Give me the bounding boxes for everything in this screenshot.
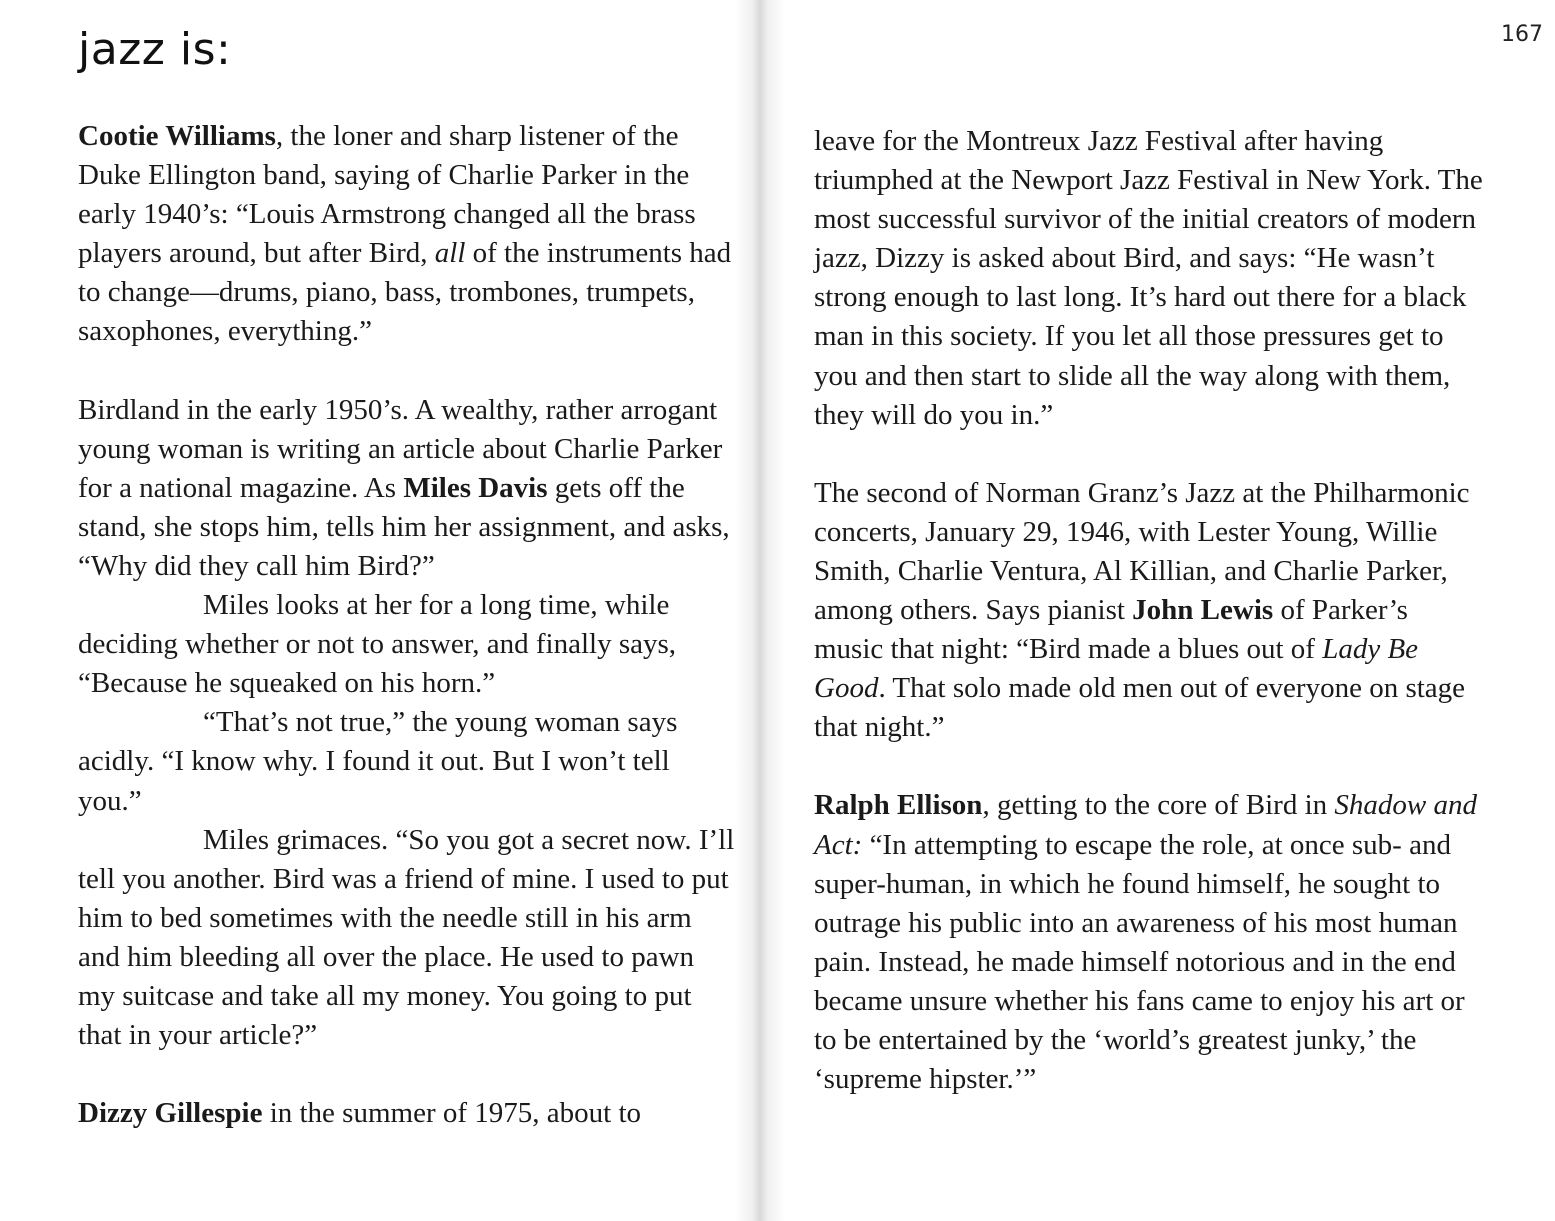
right-column-text <box>814 122 1484 1099</box>
dizzy-continued-paragraph: leave for the Montreux Jazz Festival after having triumphed at the Newport Jazz Festival in New York. The most successful survivor of the initial creators of modern jazz, Dizzy is asked about Bird, and says: “He wasn’t strong enough to last long. It’s hard out there for a black man in this society. If you let all those pressures get to you and then start to slide all the way along with them, they will do you in.” <box>814 125 1483 431</box>
ralph-ellison-name: Ralph Ellison <box>814 789 983 822</box>
emphasis-all: all <box>434 237 466 270</box>
page-number: 167 <box>1501 22 1543 47</box>
miles-grimace-paragraph: Miles grimaces. “So you got a secret now. I’ll tell you another. Bird was a friend of mine. I used to put him to bed sometimes with the needle still in his arm and him bleeding all over the place. He used to pawn my suitcase and take all my money. You going to put that in your article?” <box>78 823 735 1052</box>
right-page <box>760 0 1555 1221</box>
ralph-ellison-paragraph: Ralph Ellison, getting to the core of Bird in Shadow and Act: “In attempting to escape the role, at once sub- and super-human, in which he found himself, he sought to outrage his public into an awareness of his most human pain. Instead, he made himself notorious and in the end became unsure whether his fans came to enjoy his art or to be entertained by the ‘world’s greatest junky,’ the ‘supreme hipster.’” <box>814 789 1477 1096</box>
miles-answer-paragraph: Miles looks at her for a long time, while deciding whether or not to answer, and finally says, “Because he squeaked on his horn.” <box>78 589 677 700</box>
chapter-title: jazz is: <box>78 24 232 75</box>
woman-reply-paragraph: “That’s not true,” the young woman says acidly. “I know why. I found it out. But I won’t tell you.” <box>78 706 678 817</box>
cootie-williams-paragraph: Cootie Williams, the loner and sharp listener of the Duke Ellington band, saying of Charlie Parker in the early 1940’s: “Louis Armstrong changed all the brass players around, but after Bird, all of the instruments had to change—drums, piano, bass, trombones, trumpets, saxophones, everything.” <box>78 120 732 348</box>
granz-concert-paragraph: The second of Norman Granz’s Jazz at the Philharmonic concerts, January 29, 1946, with Lester Young, Willie Smith, Charlie Ventura, Al Killian, and Charlie Parker, among others. Says pianist John Lewis of Parker’s music that night: “Bird made a blues out of Lady Be Good. That solo made old men out of everyone on stage that night.” <box>814 476 1470 744</box>
cootie-williams-name: Cootie Williams <box>78 120 276 152</box>
book-gutter <box>735 0 785 1221</box>
miles-davis-name: Miles Davis <box>403 471 548 504</box>
shadow-and-act-title: Shadow and Act: <box>814 789 1477 861</box>
dizzy-gillespie-paragraph: Dizzy Gillespie in the summer of 1975, about to <box>78 1097 641 1130</box>
john-lewis-name: John Lewis <box>1132 594 1274 627</box>
dizzy-gillespie-name: Dizzy Gillespie <box>78 1097 263 1130</box>
lady-be-good-title: Lady Be Good <box>814 633 1419 705</box>
birdland-paragraph: Birdland in the early 1950’s. A wealthy, rather arrogant young woman is writing an article about Charlie Parker for a national magazine. As Miles Davis gets off the stand, she stops him, tells him her assignment, and asks, “Why did they call him Bird?” <box>78 393 730 582</box>
left-page <box>0 0 760 1221</box>
left-column-text <box>78 117 738 1133</box>
